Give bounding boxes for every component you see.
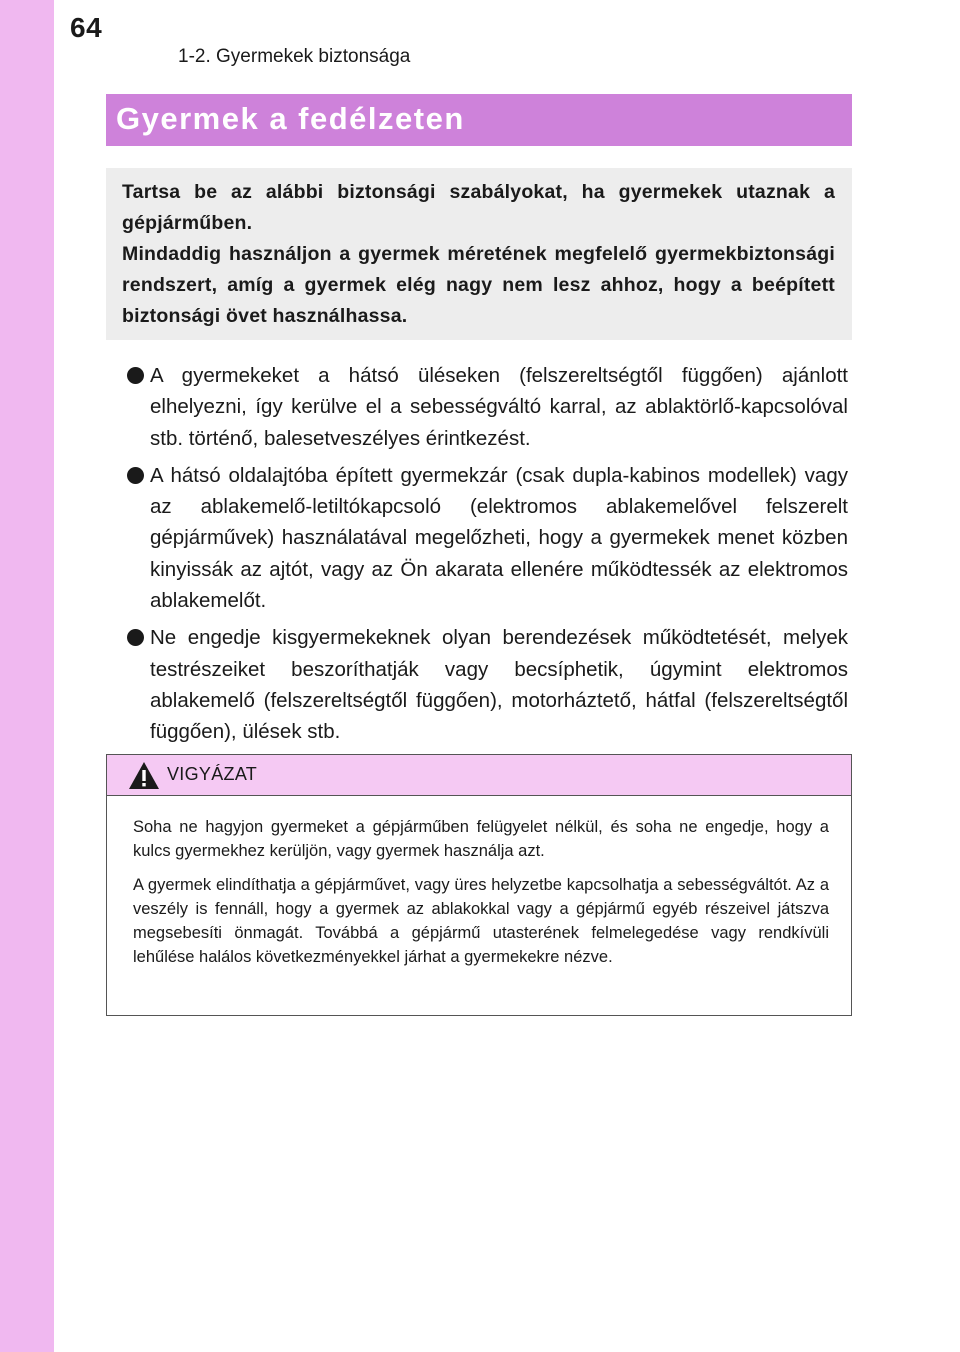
section-title: Gyermek a fedélzeten [116,101,465,136]
intro-box [106,168,852,340]
bullet-list [128,360,848,754]
intro-paragraph: Mindaddig használjon a gyermek méretének megfelelő gyermekbiztonsági rendszert, amíg a gyermek elég nagy nem lesz ahhoz, hogy a beépített biztonsági övet használhassa. [122,243,835,327]
bullet-dot-icon [127,467,144,484]
list-item [128,360,848,454]
warning-body [133,815,829,979]
warning-paragraph: Soha ne hagyjon gyermeket a gépjárműben felügyelet nélkül, és soha ne engedje, hogy a kulcs gyermekhez kerüljön, vagy gyermek használja azt. [133,818,829,860]
list-item-text: Ne engedje kisgyermekeknek olyan berendezések működtetését, melyek testrészeiket beszoríthatják vagy becsíphetik, úgymint elektromos ablakemelő (felszereltségtől függően), motorháztető, hátfal (felszereltségtől függően), ülések stb. [150,626,848,744]
list-item [128,622,848,747]
list-item [128,460,848,616]
bullet-dot-icon [127,629,144,646]
warning-triangle-icon [128,761,160,790]
warning-paragraph: A gyermek elindíthatja a gépjárművet, vagy üres helyzetbe kapcsolhatja a sebességváltót. Az a veszély is fennáll, hogy a gyermek az ablakokkal vagy a gépjármű egyéb részeivel játszva megsebesíti önmagát. Továbbá a gépjármű utasterének felmelegedése vagy rendkívüli lehűlése halálos következményekkel járhat a gyermekekre nézve. [133,876,829,966]
intro-text [122,177,835,332]
section-title-bar [106,94,852,146]
list-item-text: A gyermekeket a hátsó üléseken (felszereltségtől függően) ajánlott elhelyezni, így kerülve el a sebességváltó karral, az ablaktörlő-kapcsolóval stb. történő, balesetveszélyes érintkezést. [150,364,848,450]
running-head: 1-2. Gyermekek biztonsága [178,46,411,67]
list-item-text: A hátsó oldalajtóba épített gyermekzár (csak dupla-kabinos modellek) vagy az ablakemelő-letiltókapcsoló (elektromos ablakemelővel felszerelt gépjárművek) használatával megelőzheti, hogy a gyermekek menet közben kinyissák az ajtót, vagy az Ön akarata ellenére működtessék az elektromos ablakemelőt. [150,463,848,613]
side-tab [0,0,54,1352]
warning-header [107,755,851,796]
warning-label: VIGYÁZAT [167,764,258,784]
warning-box [106,754,852,1016]
bullet-dot-icon [127,367,144,384]
page-number: 64 [70,12,103,43]
intro-paragraph: Tartsa be az alábbi biztonsági szabályokat, ha gyermekek utaznak a gépjárműben. [122,181,835,234]
